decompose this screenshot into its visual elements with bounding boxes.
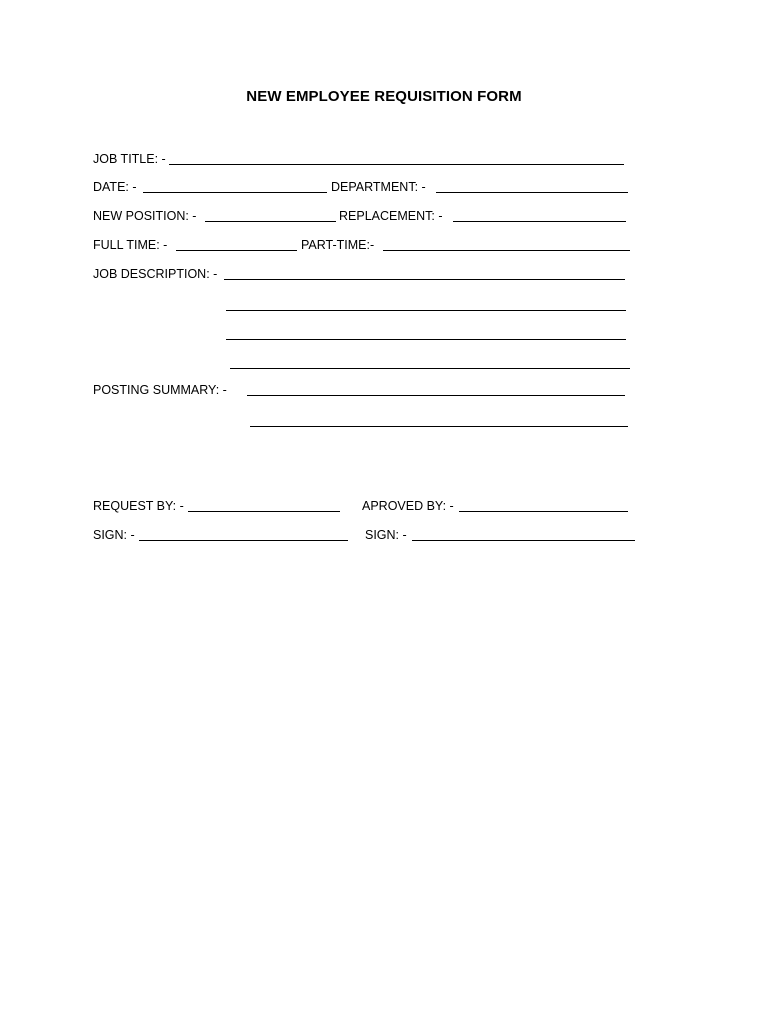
job-description-field-line-3[interactable] (226, 339, 626, 340)
job-description-field-line-4[interactable] (230, 368, 630, 369)
sign-right-label: SIGN: - (365, 528, 407, 542)
replacement-field[interactable] (453, 221, 626, 222)
job-title-label: JOB TITLE: - (93, 152, 166, 166)
full-time-field[interactable] (176, 250, 297, 251)
part-time-label: PART-TIME:- (301, 238, 375, 252)
posting-summary-label: POSTING SUMMARY: - (93, 383, 227, 397)
sign-right-field[interactable] (412, 540, 635, 541)
date-label: DATE: - (93, 180, 137, 194)
job-description-field-line-2[interactable] (226, 310, 626, 311)
posting-summary-field-line-2[interactable] (250, 426, 628, 427)
new-position-label: NEW POSITION: - (93, 209, 197, 223)
part-time-field[interactable] (383, 250, 630, 251)
approved-by-label: APROVED BY: - (362, 499, 454, 513)
approved-by-field[interactable] (459, 511, 628, 512)
form-title: NEW EMPLOYEE REQUISITION FORM (246, 88, 522, 105)
replacement-label: REPLACEMENT: - (339, 209, 443, 223)
request-by-field[interactable] (188, 511, 340, 512)
posting-summary-field-line-1[interactable] (247, 395, 625, 396)
department-label: DEPARTMENT: - (331, 180, 426, 194)
new-position-field[interactable] (205, 221, 336, 222)
sign-left-field[interactable] (139, 540, 348, 541)
job-description-field-line-1[interactable] (224, 279, 625, 280)
job-title-field[interactable] (169, 164, 624, 165)
job-description-label: JOB DESCRIPTION: - (93, 267, 218, 281)
department-field[interactable] (436, 192, 628, 193)
sign-left-label: SIGN: - (93, 528, 135, 542)
date-field[interactable] (143, 192, 327, 193)
full-time-label: FULL TIME: - (93, 238, 168, 252)
request-by-label: REQUEST BY: - (93, 499, 184, 513)
